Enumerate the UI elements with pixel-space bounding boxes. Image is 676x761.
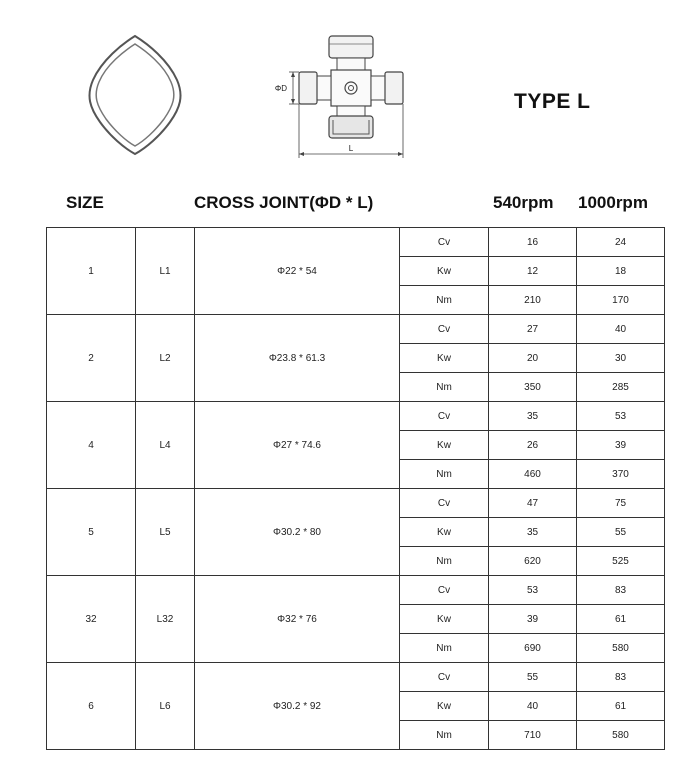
- size-cell: 4: [47, 402, 136, 489]
- value-540rpm-cell: 39: [489, 605, 577, 634]
- table-row: [47, 489, 665, 518]
- value-540rpm-cell: 620: [489, 547, 577, 576]
- value-540rpm-cell: 210: [489, 286, 577, 315]
- size-cell: 5: [47, 489, 136, 576]
- unit-cell: Nm: [400, 721, 489, 750]
- value-1000rpm-cell: 18: [577, 257, 665, 286]
- unit-cell: Kw: [400, 257, 489, 286]
- table-row: [47, 402, 665, 431]
- type-title: TYPE L: [514, 90, 591, 113]
- cross-joint-cell: Φ22 * 54: [195, 228, 400, 315]
- cross-joint-cell: Φ32 * 76: [195, 576, 400, 663]
- cross-joint-cell: Φ27 * 74.6: [195, 402, 400, 489]
- dimension-d-label: ΦD: [274, 84, 287, 93]
- value-1000rpm-cell: 53: [577, 402, 665, 431]
- unit-cell: Kw: [400, 344, 489, 373]
- unit-cell: Kw: [400, 431, 489, 460]
- code-cell: L6: [136, 663, 195, 750]
- code-cell: L5: [136, 489, 195, 576]
- value-1000rpm-cell: 370: [577, 460, 665, 489]
- unit-cell: Cv: [400, 489, 489, 518]
- value-1000rpm-cell: 170: [577, 286, 665, 315]
- unit-cell: Cv: [400, 663, 489, 692]
- value-1000rpm-cell: 83: [577, 576, 665, 605]
- code-cell: L4: [136, 402, 195, 489]
- unit-cell: Cv: [400, 402, 489, 431]
- cross-joint-cell: Φ23.8 * 61.3: [195, 315, 400, 402]
- value-1000rpm-cell: 55: [577, 518, 665, 547]
- header-1000rpm: 1000rpm: [578, 193, 648, 212]
- value-1000rpm-cell: 285: [577, 373, 665, 402]
- header-size: SIZE: [66, 193, 104, 212]
- unit-cell: Cv: [400, 315, 489, 344]
- cross-joint-drawing: [265, 30, 415, 165]
- code-cell: L2: [136, 315, 195, 402]
- table-row: [47, 315, 665, 344]
- value-1000rpm-cell: 24: [577, 228, 665, 257]
- unit-cell: Nm: [400, 460, 489, 489]
- cross-joint-cell: Φ30.2 * 80: [195, 489, 400, 576]
- unit-cell: Kw: [400, 692, 489, 721]
- value-1000rpm-cell: 61: [577, 692, 665, 721]
- value-540rpm-cell: 12: [489, 257, 577, 286]
- unit-cell: Cv: [400, 228, 489, 257]
- table-row: [47, 228, 665, 257]
- size-cell: 1: [47, 228, 136, 315]
- value-540rpm-cell: 27: [489, 315, 577, 344]
- value-540rpm-cell: 35: [489, 402, 577, 431]
- value-1000rpm-cell: 61: [577, 605, 665, 634]
- value-540rpm-cell: 26: [489, 431, 577, 460]
- value-1000rpm-cell: 39: [577, 431, 665, 460]
- value-540rpm-cell: 35: [489, 518, 577, 547]
- value-540rpm-cell: 16: [489, 228, 577, 257]
- value-1000rpm-cell: 30: [577, 344, 665, 373]
- unit-cell: Nm: [400, 634, 489, 663]
- value-1000rpm-cell: 83: [577, 663, 665, 692]
- code-cell: L1: [136, 228, 195, 315]
- unit-cell: Kw: [400, 605, 489, 634]
- value-540rpm-cell: 53: [489, 576, 577, 605]
- value-1000rpm-cell: 40: [577, 315, 665, 344]
- value-540rpm-cell: 40: [489, 692, 577, 721]
- value-540rpm-cell: 710: [489, 721, 577, 750]
- value-540rpm-cell: 460: [489, 460, 577, 489]
- size-cell: 2: [47, 315, 136, 402]
- header-cross-joint: CROSS JOINT(ΦD * L): [194, 193, 374, 212]
- value-1000rpm-cell: 580: [577, 634, 665, 663]
- cross-joint-cell: Φ30.2 * 92: [195, 663, 400, 750]
- unit-cell: Cv: [400, 576, 489, 605]
- unit-cell: Kw: [400, 518, 489, 547]
- value-540rpm-cell: 55: [489, 663, 577, 692]
- value-540rpm-cell: 20: [489, 344, 577, 373]
- value-1000rpm-cell: 75: [577, 489, 665, 518]
- header-540rpm: 540rpm: [493, 193, 554, 212]
- table-row: [47, 576, 665, 605]
- value-1000rpm-cell: 525: [577, 547, 665, 576]
- size-cell: 6: [47, 663, 136, 750]
- value-540rpm-cell: 47: [489, 489, 577, 518]
- unit-cell: Nm: [400, 286, 489, 315]
- unit-cell: Nm: [400, 547, 489, 576]
- tube-profile-figure: [80, 30, 190, 160]
- table-row: [47, 663, 665, 692]
- size-cell: 32: [47, 576, 136, 663]
- value-540rpm-cell: 350: [489, 373, 577, 402]
- value-540rpm-cell: 690: [489, 634, 577, 663]
- code-cell: L32: [136, 576, 195, 663]
- specs-table: [46, 227, 665, 750]
- unit-cell: Nm: [400, 373, 489, 402]
- specs-table-body: [47, 228, 665, 750]
- dimension-l-label: L: [348, 144, 354, 153]
- value-1000rpm-cell: 580: [577, 721, 665, 750]
